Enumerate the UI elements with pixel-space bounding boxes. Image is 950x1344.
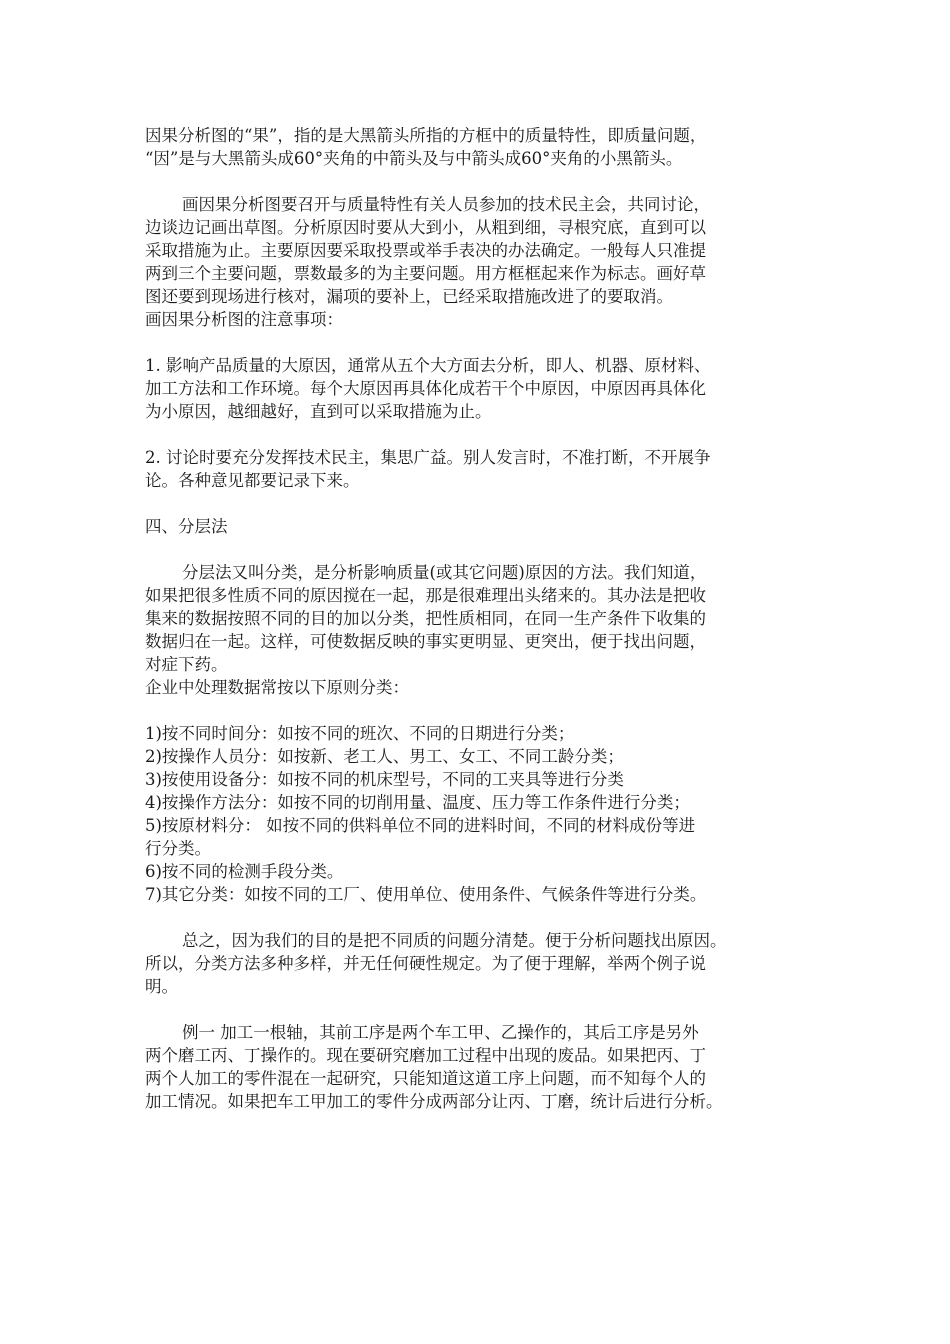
text-line: 如果把很多性质不同的原因搅在一起，那是很难理出头绪来的。其办法是把收 [145,586,706,605]
text-line: 对症下药。 [145,655,228,674]
paragraph [145,515,810,538]
paragraph [145,929,810,998]
text-line: 因果分析图的“果”，指的是大黑箭头所指的方框中的质量特性，即质量问题， [145,126,707,145]
text-line: 所以，分类方法多种多样，并无任何硬性规定。为了便于理解，举两个例子说 [145,954,706,973]
paragraph-gap [145,906,810,929]
paragraph [145,446,810,492]
text-line: 加工方法和工作环境。每个大原因再具体化成若干个中原因，中原因再具体化 [145,379,706,398]
text-line: 6)按不同的检测手段分类。 [145,862,344,881]
paragraph-gap [145,699,810,722]
text-line: 画因果分析图的注意事项： [145,310,343,329]
text-line: 图还要到现场进行核对，漏项的要补上，已经采取措施改进了的要取消。 [145,287,673,306]
text-line: 2)按操作人员分：如按新、老工人、男工、女工、不同工龄分类； [145,747,624,766]
text-line: 画因果分析图要召开与质量特性有关人员参加的技术民主会，共同讨论， [182,195,710,214]
paragraph [145,193,810,308]
text-line: 为小原因，越细越好，直到可以采取措施为止。 [145,402,492,421]
text-line: 明。 [145,977,178,996]
paragraph [145,1021,810,1113]
document-page [145,124,810,1113]
paragraph [145,676,810,699]
text-line: 采取措施为止。主要原因要采取投票或举手表决的办法确定。一般每人只准提 [145,241,706,260]
text-line: 1)按不同时间分：如按不同的班次、不同的日期进行分类； [145,724,575,743]
text-line: 例一 加工一根轴，其前工序是两个车工甲、乙操作的，其后工序是另外 [182,1023,699,1042]
text-line: 边谈边记画出草图。分析原因时要从大到小，从粗到细，寻根究底，直到可以 [145,218,706,237]
paragraph-gap [145,423,810,446]
text-line: 数据归在一起。这样，可使数据反映的事实更明显、更突出，便于找出问题， [145,632,706,651]
paragraph-gap [145,331,810,354]
text-line: 四、分层法 [145,517,228,536]
paragraph-gap [145,538,810,561]
paragraph-gap [145,492,810,515]
paragraph [145,561,810,676]
text-line: 企业中处理数据常按以下原则分类： [145,678,409,697]
text-line: 加工情况。如果把车工甲加工的零件分成两部分让丙、丁磨，统计后进行分析。 [145,1092,723,1111]
text-line: 5)按原材料分： 如按不同的供料单位不同的进料时间，不同的材料成份等进 [145,816,696,835]
text-line: 两到三个主要问题，票数最多的为主要问题。用方框框起来作为标志。画好草 [145,264,706,283]
text-line: “因”是与大黑箭头成60°夹角的中箭头及与中箭头成60°夹角的小黑箭头。 [145,149,683,168]
paragraph-gap [145,998,810,1021]
text-line: 两个磨工丙、丁操作的。现在要研究磨加工过程中出现的废品。如果把丙、丁 [145,1046,706,1065]
text-line: 分层法又叫分类，是分析影响质量(或其它问题)原因的方法。我们知道， [182,563,707,582]
paragraph [145,354,810,423]
paragraph [145,308,810,331]
text-line: 1. 影响产品质量的大原因，通常从五个大方面去分析，即人、机器、原材料、 [145,356,711,375]
text-line: 集来的数据按照不同的目的加以分类，把性质相同，在同一生产条件下收集的 [145,609,706,628]
paragraph-gap [145,170,810,193]
text-line: 两个人加工的零件混在一起研究，只能知道这道工序上问题，而不知每个人的 [145,1069,706,1088]
text-line: 2. 讨论时要充分发挥技术民主，集思广益。别人发言时，不准打断，不开展争 [145,448,711,467]
text-line: 4)按操作方法分：如按不同的切削用量、温度、压力等工作条件进行分类； [145,793,690,812]
text-line: 论。各种意见都要记录下来。 [145,471,360,490]
paragraph [145,722,810,906]
text-line: 3)按使用设备分：如按不同的机床型号，不同的工夹具等进行分类 [145,770,624,789]
paragraph [145,124,810,170]
text-line: 7)其它分类：如按不同的工厂、使用单位、使用条件、气候条件等进行分类。 [145,885,707,904]
text-line: 总之，因为我们的目的是把不同质的问题分清楚。便于分析问题找出原因。 [182,931,727,950]
text-line: 行分类。 [145,839,211,858]
